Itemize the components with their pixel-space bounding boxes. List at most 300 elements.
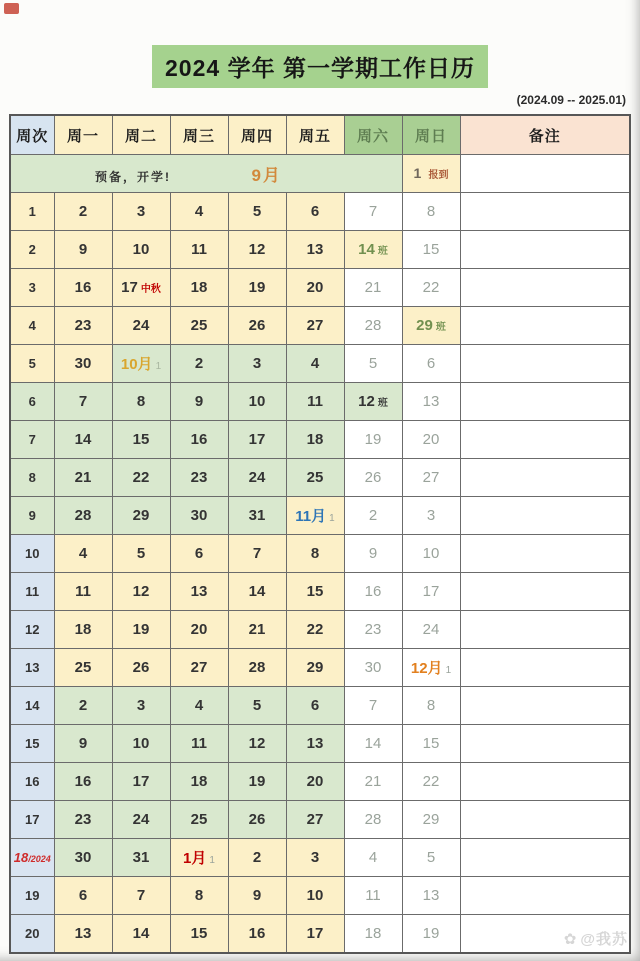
cell-text: 6 bbox=[310, 203, 320, 220]
cell-text: 14 bbox=[364, 735, 382, 752]
day-cell bbox=[112, 839, 170, 877]
day-cell bbox=[170, 421, 228, 459]
day-cell bbox=[112, 497, 170, 535]
remark-cell bbox=[460, 231, 630, 269]
cell-text: /2024 bbox=[28, 854, 51, 864]
cell-text: 18 bbox=[74, 621, 92, 638]
cell-text: 22 bbox=[132, 469, 150, 486]
day-cell bbox=[54, 459, 112, 497]
week-row bbox=[10, 839, 630, 877]
week-row bbox=[10, 763, 630, 801]
day-cell bbox=[402, 345, 460, 383]
week-row bbox=[10, 231, 630, 269]
cell-text: 15 bbox=[25, 736, 40, 751]
week-row bbox=[10, 383, 630, 421]
remark-cell bbox=[460, 573, 630, 611]
cell-text: 14 bbox=[358, 241, 375, 258]
day-cell bbox=[54, 231, 112, 269]
day-cell bbox=[402, 915, 460, 954]
cell-text: 2 bbox=[28, 242, 36, 257]
day-cell bbox=[170, 459, 228, 497]
cell-text: 11 bbox=[191, 735, 207, 752]
cell-text: 30 bbox=[364, 659, 382, 676]
week-number-cell bbox=[10, 839, 54, 877]
cell-text: 12 bbox=[248, 735, 266, 752]
cell-text: 12 bbox=[248, 241, 266, 258]
day-cell bbox=[344, 801, 402, 839]
day-cell bbox=[54, 307, 112, 345]
remark-cell bbox=[460, 193, 630, 231]
cell-text: 29 bbox=[422, 811, 440, 828]
cell-text: 23 bbox=[74, 811, 92, 828]
remark-cell bbox=[460, 839, 630, 877]
header-wednesday: 周三 bbox=[170, 115, 228, 155]
cell-text: 19 bbox=[364, 431, 382, 448]
day-cell bbox=[54, 763, 112, 801]
day-cell bbox=[228, 763, 286, 801]
day-cell bbox=[286, 839, 344, 877]
cell-text: 12月 bbox=[410, 660, 443, 677]
cell-text: 15 bbox=[422, 241, 440, 258]
day-cell bbox=[170, 269, 228, 307]
day-cell bbox=[54, 801, 112, 839]
day-cell bbox=[344, 231, 402, 269]
cell-text: 16 bbox=[25, 774, 40, 789]
corner-red-mark bbox=[4, 3, 19, 14]
cell-text: 10月 bbox=[120, 356, 153, 373]
cell-text: 25 bbox=[306, 469, 324, 486]
cell-text: 18 bbox=[13, 850, 29, 865]
day-cell bbox=[112, 535, 170, 573]
day-cell bbox=[344, 611, 402, 649]
cell-text: 19 bbox=[248, 279, 266, 296]
cell-text: 15 bbox=[306, 583, 324, 600]
week-number-cell bbox=[10, 383, 54, 421]
week-number-cell bbox=[10, 231, 54, 269]
day-cell bbox=[228, 497, 286, 535]
day-cell bbox=[344, 345, 402, 383]
cell-text: 27 bbox=[306, 811, 324, 828]
cell-text: 10 bbox=[306, 887, 324, 904]
cell-text: 20 bbox=[306, 773, 324, 790]
day-cell bbox=[286, 611, 344, 649]
day-cell bbox=[344, 421, 402, 459]
cell-text: 11 bbox=[365, 887, 381, 904]
day-cell bbox=[170, 345, 228, 383]
cell-text: 12 bbox=[358, 393, 375, 410]
day-cell bbox=[54, 573, 112, 611]
day-cell bbox=[286, 649, 344, 687]
cell-text: 29 bbox=[306, 659, 324, 676]
week-row bbox=[10, 307, 630, 345]
day-cell bbox=[228, 193, 286, 231]
watermark-text: @我苏 bbox=[580, 931, 628, 948]
cell-text: 17 bbox=[306, 925, 324, 942]
cell-text: 19 bbox=[422, 925, 440, 942]
day-cell bbox=[286, 269, 344, 307]
cell-text: 班 bbox=[435, 322, 446, 333]
day-cell bbox=[402, 573, 460, 611]
day-cell bbox=[54, 725, 112, 763]
day-cell bbox=[228, 269, 286, 307]
cell-text: 5 bbox=[252, 697, 262, 714]
day-cell bbox=[228, 687, 286, 725]
cell-text: 2 bbox=[194, 355, 204, 372]
day-cell bbox=[170, 193, 228, 231]
day-cell bbox=[402, 725, 460, 763]
week-number-cell bbox=[10, 877, 54, 915]
remark-cell bbox=[460, 649, 630, 687]
day-cell bbox=[402, 193, 460, 231]
cell-text: 7 bbox=[368, 697, 378, 714]
cell-text: 13 bbox=[422, 393, 440, 410]
day-cell bbox=[170, 535, 228, 573]
cell-text: 17 bbox=[422, 583, 440, 600]
cell-text: 22 bbox=[422, 279, 440, 296]
cell-text: 8 bbox=[194, 887, 204, 904]
cell-text: 3 bbox=[310, 849, 320, 866]
registration-tag: 报到 bbox=[428, 170, 449, 181]
cell-text: 24 bbox=[248, 469, 266, 486]
cell-text: 9 bbox=[28, 508, 36, 523]
day-cell bbox=[344, 725, 402, 763]
september-banner-cell bbox=[10, 155, 402, 193]
cell-text: 10 bbox=[132, 241, 150, 258]
day-cell bbox=[286, 915, 344, 954]
cell-text: 20 bbox=[25, 926, 40, 941]
cell-text: 15 bbox=[190, 925, 208, 942]
day-cell bbox=[228, 573, 286, 611]
day-cell bbox=[228, 839, 286, 877]
week-row bbox=[10, 421, 630, 459]
remark-cell bbox=[460, 383, 630, 421]
cell-text: 1 bbox=[209, 855, 215, 866]
week-row bbox=[10, 725, 630, 763]
cell-text: 22 bbox=[306, 621, 324, 638]
day-cell bbox=[286, 877, 344, 915]
day-cell bbox=[112, 193, 170, 231]
week-row bbox=[10, 611, 630, 649]
cell-text: 10 bbox=[132, 735, 150, 752]
week-row bbox=[10, 193, 630, 231]
cell-text: 11 bbox=[191, 241, 207, 258]
week-row bbox=[10, 687, 630, 725]
day-cell bbox=[54, 345, 112, 383]
cell-text: 14 bbox=[25, 698, 40, 713]
cell-text: 20 bbox=[422, 431, 440, 448]
week-number-cell bbox=[10, 497, 54, 535]
cell-text: 17 bbox=[121, 279, 138, 296]
day-cell bbox=[170, 497, 228, 535]
date-range: (2024.09 -- 2025.01) bbox=[516, 93, 626, 107]
day-cell bbox=[344, 877, 402, 915]
cell-text: 2 bbox=[252, 849, 262, 866]
cell-text: 7 bbox=[28, 432, 36, 447]
cell-text: 4 bbox=[368, 849, 378, 866]
day-cell bbox=[402, 535, 460, 573]
cell-text: 1 bbox=[445, 665, 452, 676]
day-cell bbox=[54, 839, 112, 877]
day-cell bbox=[54, 611, 112, 649]
day-cell bbox=[170, 687, 228, 725]
week-number-cell bbox=[10, 725, 54, 763]
day-cell bbox=[170, 915, 228, 954]
header-saturday: 周六 bbox=[344, 115, 402, 155]
week-row bbox=[10, 649, 630, 687]
cell-text: 14 bbox=[248, 583, 266, 600]
cell-text: 23 bbox=[74, 317, 92, 334]
cell-text: 28 bbox=[364, 811, 382, 828]
day-cell bbox=[54, 687, 112, 725]
cell-text: 4 bbox=[28, 318, 36, 333]
day-cell bbox=[286, 193, 344, 231]
day-cell bbox=[54, 649, 112, 687]
cell-text: 1 bbox=[28, 204, 36, 219]
cell-text: 24 bbox=[422, 621, 440, 638]
cell-text: 3 bbox=[28, 280, 36, 295]
cell-text: 4 bbox=[194, 697, 204, 714]
cell-text: 30 bbox=[190, 507, 208, 524]
day-cell bbox=[402, 801, 460, 839]
page-title: 2024 学年 第一学期工作日历 bbox=[152, 45, 488, 88]
cell-text: 8 bbox=[426, 697, 436, 714]
day-cell bbox=[112, 459, 170, 497]
cell-text: 26 bbox=[248, 317, 266, 334]
cell-text: 2 bbox=[368, 507, 378, 524]
cell-text: 16 bbox=[248, 925, 266, 942]
day-cell bbox=[228, 877, 286, 915]
remark-cell bbox=[460, 687, 630, 725]
day-cell bbox=[170, 649, 228, 687]
day-cell bbox=[402, 687, 460, 725]
cell-text: 8 bbox=[28, 470, 36, 485]
week-number-cell bbox=[10, 573, 54, 611]
week-row bbox=[10, 573, 630, 611]
remark-cell bbox=[460, 497, 630, 535]
cell-text: 9 bbox=[194, 393, 204, 410]
cell-text: 6 bbox=[194, 545, 204, 562]
cell-text: 13 bbox=[25, 660, 40, 675]
cell-text: 7 bbox=[252, 545, 262, 562]
day-cell bbox=[402, 839, 460, 877]
day-cell bbox=[228, 801, 286, 839]
day-cell bbox=[228, 307, 286, 345]
cell-text: 26 bbox=[364, 469, 382, 486]
cell-text: 2 bbox=[78, 697, 88, 714]
cell-text: 10 bbox=[248, 393, 266, 410]
day-cell bbox=[170, 801, 228, 839]
cell-text: 19 bbox=[248, 773, 266, 790]
cell-text: 6 bbox=[78, 887, 88, 904]
cell-text: 7 bbox=[136, 887, 146, 904]
day-cell bbox=[286, 687, 344, 725]
day-cell bbox=[228, 725, 286, 763]
cell-text: 24 bbox=[132, 317, 150, 334]
cell-text: 9 bbox=[78, 735, 88, 752]
day-cell bbox=[112, 573, 170, 611]
cell-text: 14 bbox=[132, 925, 150, 942]
day-cell bbox=[402, 231, 460, 269]
cell-text: 19 bbox=[132, 621, 150, 638]
day-cell bbox=[112, 231, 170, 269]
week-number-cell bbox=[10, 611, 54, 649]
cell-text: 8 bbox=[136, 393, 146, 410]
cell-text: 11 bbox=[75, 583, 91, 600]
cell-text: 5 bbox=[252, 203, 262, 220]
cell-text: 7 bbox=[368, 203, 378, 220]
day-cell bbox=[344, 497, 402, 535]
day-cell bbox=[344, 573, 402, 611]
cell-text: 24 bbox=[132, 811, 150, 828]
day-cell bbox=[402, 497, 460, 535]
cell-text: 11月 bbox=[295, 508, 327, 525]
week-number-cell bbox=[10, 801, 54, 839]
week-number-cell bbox=[10, 459, 54, 497]
day-cell bbox=[402, 763, 460, 801]
day-cell bbox=[402, 383, 460, 421]
cell-text: 12 bbox=[132, 583, 150, 600]
day-cell bbox=[54, 269, 112, 307]
day-cell bbox=[54, 535, 112, 573]
day-cell bbox=[286, 383, 344, 421]
cell-text: 15 bbox=[132, 431, 150, 448]
cell-text: 25 bbox=[74, 659, 92, 676]
day-cell bbox=[228, 535, 286, 573]
day-cell bbox=[112, 649, 170, 687]
cell-text: 5 bbox=[136, 545, 146, 562]
day-cell bbox=[286, 307, 344, 345]
cell-text: 5 bbox=[426, 849, 436, 866]
cell-text: 17 bbox=[25, 812, 40, 827]
remark-cell bbox=[460, 801, 630, 839]
cell-text: 9 bbox=[78, 241, 88, 258]
week-row bbox=[10, 801, 630, 839]
watermark-flower-icon: ✿ bbox=[563, 931, 578, 948]
cell-text: 8 bbox=[310, 545, 320, 562]
cell-text: 18 bbox=[364, 925, 382, 942]
day-cell bbox=[112, 269, 170, 307]
cell-text: 中秋 bbox=[140, 284, 161, 295]
remark-cell bbox=[460, 725, 630, 763]
remark-cell bbox=[460, 345, 630, 383]
day-cell bbox=[344, 269, 402, 307]
cell-text: 5 bbox=[368, 355, 378, 372]
day-cell bbox=[286, 231, 344, 269]
week-number-cell bbox=[10, 915, 54, 954]
header-week-number: 周次 bbox=[10, 115, 54, 155]
day-cell bbox=[344, 915, 402, 954]
cell-text: 8 bbox=[426, 203, 436, 220]
day-cell bbox=[228, 915, 286, 954]
cell-text: 28 bbox=[364, 317, 382, 334]
day-cell bbox=[112, 307, 170, 345]
week-number-cell bbox=[10, 269, 54, 307]
day-cell bbox=[402, 877, 460, 915]
month-label-september: 9月 bbox=[251, 166, 282, 185]
day-cell bbox=[344, 307, 402, 345]
week-row bbox=[10, 345, 630, 383]
cell-text: 23 bbox=[190, 469, 208, 486]
day-cell bbox=[112, 915, 170, 954]
cell-text: 18 bbox=[190, 773, 208, 790]
header-tuesday: 周二 bbox=[112, 115, 170, 155]
week-number-cell bbox=[10, 193, 54, 231]
header-thursday: 周四 bbox=[228, 115, 286, 155]
remark-cell bbox=[460, 421, 630, 459]
day-cell bbox=[112, 877, 170, 915]
cell-text: 13 bbox=[190, 583, 208, 600]
semester-start-note: 预备，开学! bbox=[95, 170, 171, 184]
header-friday: 周五 bbox=[286, 115, 344, 155]
week-number-cell bbox=[10, 307, 54, 345]
week-row bbox=[10, 877, 630, 915]
cell-text: 13 bbox=[306, 241, 324, 258]
day-cell bbox=[286, 535, 344, 573]
title-bar bbox=[0, 0, 640, 88]
day-cell bbox=[170, 573, 228, 611]
day-cell bbox=[402, 421, 460, 459]
cell-text: 16 bbox=[364, 583, 382, 600]
remark-cell bbox=[460, 459, 630, 497]
cell-text: 6 bbox=[28, 394, 36, 409]
cell-text: 5 bbox=[28, 356, 36, 371]
cell-text: 16 bbox=[190, 431, 208, 448]
cell-text: 10 bbox=[25, 546, 40, 561]
cell-text: 25 bbox=[190, 317, 208, 334]
cell-text: 21 bbox=[248, 621, 266, 638]
day-cell bbox=[170, 763, 228, 801]
cell-text: 4 bbox=[310, 355, 320, 372]
cell-text: 9 bbox=[368, 545, 378, 562]
remark-cell bbox=[460, 611, 630, 649]
day-cell bbox=[54, 421, 112, 459]
day-cell bbox=[170, 307, 228, 345]
cell-text: 28 bbox=[74, 507, 92, 524]
week-number-cell bbox=[10, 649, 54, 687]
day-cell bbox=[228, 611, 286, 649]
day-cell bbox=[402, 459, 460, 497]
day-cell bbox=[170, 839, 228, 877]
cell-text: 15 bbox=[422, 735, 440, 752]
remark-cell bbox=[460, 269, 630, 307]
cell-text: 26 bbox=[132, 659, 150, 676]
day-cell bbox=[112, 687, 170, 725]
cell-text: 1 bbox=[329, 513, 335, 524]
remark-cell bbox=[460, 155, 630, 193]
cell-text: 18 bbox=[190, 279, 208, 296]
day-cell bbox=[402, 649, 460, 687]
cell-text: 13 bbox=[74, 925, 92, 942]
header-row bbox=[10, 115, 630, 155]
day-cell bbox=[344, 535, 402, 573]
week-number-cell bbox=[10, 763, 54, 801]
day-cell bbox=[344, 383, 402, 421]
week-number-cell bbox=[10, 345, 54, 383]
cell-text: 6 bbox=[426, 355, 436, 372]
cell-text: 11 bbox=[25, 584, 40, 599]
watermark bbox=[564, 928, 628, 949]
week-number-cell bbox=[10, 687, 54, 725]
cell-text: 18 bbox=[306, 431, 324, 448]
cell-text: 17 bbox=[248, 431, 266, 448]
day-cell bbox=[286, 497, 344, 535]
week-number-cell bbox=[10, 535, 54, 573]
cell-text: 3 bbox=[136, 203, 146, 220]
day-cell bbox=[54, 193, 112, 231]
day-cell bbox=[228, 231, 286, 269]
cell-text: 16 bbox=[74, 279, 92, 296]
cell-text: 10 bbox=[422, 545, 440, 562]
